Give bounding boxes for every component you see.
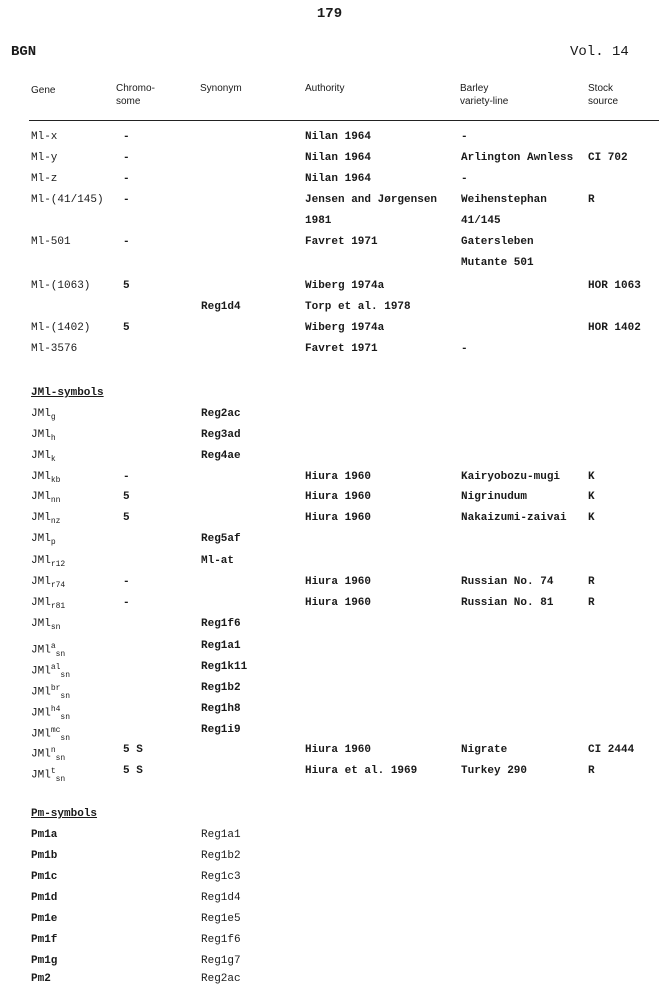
gene-subscript: r74 [50,581,66,591]
gene-cell: Pm1c [31,871,58,883]
authority-cell: Hiura 1960 [305,471,372,483]
chromosome-cell: - [123,471,130,483]
gene-subscript: nn [50,496,61,506]
authority-cell: Jensen and Jørgensen [305,194,438,206]
barley-line-cell: Nigrate [461,744,508,756]
header-barley-line: Barley variety-line [460,83,509,107]
stock-source-cell: K [588,471,595,483]
gene-base: JMl [31,555,51,567]
synonym-cell: Reg1c3 [201,871,241,883]
authority-cell: Torp et al. 1978 [305,301,411,313]
gene-cell [31,744,65,765]
gene-base: JMl [31,707,51,720]
gene-subscript: sn [60,733,71,743]
gene-subscript: sn [60,691,71,701]
gene-base: JMl [31,597,51,609]
synonym-cell: Reg1i9 [201,724,241,736]
gene-cell [31,576,65,592]
synonym-cell: Reg1h8 [201,703,241,715]
barley-line-cell: Arlington Awnless [461,152,574,164]
chromosome-cell: 5 [123,491,130,503]
gene-base: JMl [31,769,51,782]
authority-cell: Hiura 1960 [305,597,372,609]
synonym-cell: Reg1a1 [201,829,241,841]
gene-base: JMl [31,408,51,420]
gene-cell [31,640,65,661]
authority-cell: Nilan 1964 [305,152,372,164]
gene-superscript: t [50,767,56,776]
authority-cell: Hiura 1960 [305,744,372,756]
jml-section-title: JMl-symbols [31,387,104,399]
authority-cell: Hiura 1960 [305,576,372,588]
stock-source-cell: R [588,597,595,609]
synonym-cell: Reg3ad [201,429,241,441]
synonym-cell: Reg1e5 [201,913,241,925]
synonym-cell: Reg5af [201,533,241,545]
gene-cell [31,703,70,724]
header-rule [29,120,659,121]
gene-cell [31,533,56,549]
gene-cell: Ml-3576 [31,343,78,355]
barley-line-cell: Russian No. 74 [461,576,554,588]
gene-superscript: a [50,642,56,651]
gene-subscript: sn [60,712,71,722]
barley-line-cell: - [461,343,468,355]
gene-cell: Pm1d [31,892,58,904]
authority-cell: Wiberg 1974a [305,280,385,292]
gene-cell [31,408,56,424]
gene-base: JMl [31,512,51,524]
stock-source-cell: CI 702 [588,152,628,164]
stock-source-cell: HOR 1063 [588,280,641,292]
page-number: 179 [316,6,343,22]
gene-subscript: nz [50,517,61,527]
authority-cell: Wiberg 1974a [305,322,385,334]
gene-cell: Pm1g [31,955,58,967]
gene-subscript: r81 [50,602,66,612]
synonym-cell: Reg2ac [201,973,241,985]
gene-cell [31,471,60,487]
gene-cell [31,724,70,745]
chromosome-cell: - [123,194,130,206]
synonym-cell: Reg1d4 [201,892,241,904]
synonym-cell: Reg1b2 [201,682,241,694]
synonym-cell: Reg1b2 [201,850,241,862]
gene-base: JMl [31,450,51,462]
header-synonym: Synonym [200,83,242,94]
chromosome-cell: 5 [123,512,130,524]
journal-title: BGN [11,44,37,60]
gene-subscript: sn [55,649,66,659]
pm-section-title: Pm-symbols [31,808,98,820]
authority-cell: Favret 1971 [305,236,378,248]
barley-line-cell: Nigrinudum [461,491,528,503]
gene-cell [31,429,56,445]
gene-cell: Pm1a [31,829,58,841]
gene-cell: Ml-(1402) [31,322,91,334]
stock-source-cell: R [588,194,595,206]
gene-superscript: al [50,663,61,672]
header-stock-source: Stock source [588,83,619,107]
gene-base: JMl [31,728,51,741]
gene-cell [31,597,65,613]
gene-subscript: sn [50,623,61,633]
gene-cell [31,555,65,571]
synonym-cell: Reg1g7 [201,955,241,967]
gene-superscript: n [50,746,56,755]
chromosome-cell: - [123,173,130,185]
synonym-cell: Reg1f6 [201,934,241,946]
authority-cell: Hiura 1960 [305,491,372,503]
gene-cell: Pm2 [31,973,51,985]
gene-cell: Pm1f [31,934,58,946]
gene-cell [31,765,65,786]
synonym-cell: Reg1a1 [201,640,241,652]
authority-cell: Hiura et al. 1969 [305,765,418,777]
chromosome-cell: - [123,236,130,248]
gene-base: JMl [31,665,51,678]
gene-subscript: r12 [50,560,66,570]
chromosome-cell: 5 S [123,744,143,756]
authority-cell: Nilan 1964 [305,131,372,143]
gene-base: JMl [31,576,51,588]
barley-line-cell: Nakaizumi-zaivai [461,512,567,524]
barley-line-cell: 41/145 [461,215,501,227]
barley-line-cell: Gatersleben [461,236,534,248]
gene-subscript: p [50,538,56,548]
stock-source-cell: K [588,491,595,503]
barley-line-cell: Russian No. 81 [461,597,554,609]
gene-subscript: h [50,434,56,444]
gene-base: JMl [31,471,51,483]
gene-cell: Ml-(1063) [31,280,91,292]
chromosome-cell: 5 [123,280,130,292]
gene-cell: Ml-x [31,131,58,143]
gene-subscript: sn [55,753,66,763]
gene-superscript: br [50,684,61,693]
gene-cell [31,491,60,507]
gene-subscript: g [50,413,56,423]
gene-subscript: k [50,455,56,465]
authority-cell: Favret 1971 [305,343,378,355]
authority-cell: Nilan 1964 [305,173,372,185]
chromosome-cell: - [123,131,130,143]
stock-source-cell: K [588,512,595,524]
chromosome-cell: 5 [123,322,130,334]
gene-subscript: sn [60,670,71,680]
stock-source-cell: HOR 1402 [588,322,641,334]
gene-cell: Ml-y [31,152,58,164]
synonym-cell: Reg1k11 [201,661,248,673]
gene-cell [31,512,60,528]
gene-cell [31,682,70,703]
gene-cell: Pm1b [31,850,58,862]
header-authority: Authority [305,83,345,94]
gene-cell [31,661,70,682]
gene-cell: Ml-z [31,173,58,185]
header-chromosome: Chromo- some [116,83,155,107]
gene-subscript: sn [55,774,66,784]
stock-source-cell: CI 2444 [588,744,635,756]
chromosome-cell: 5 S [123,765,143,777]
synonym-cell: Ml-at [201,555,235,567]
gene-base: JMl [31,533,51,545]
stock-source-cell: R [588,765,595,777]
gene-cell [31,450,56,466]
gene-cell: Ml-(41/145) [31,194,104,206]
gene-cell: Pm1e [31,913,58,925]
barley-line-cell: - [461,173,468,185]
gene-cell [31,618,60,634]
gene-cell: Ml-501 [31,236,71,248]
gene-superscript: mc [50,726,61,735]
gene-base: JMl [31,618,51,630]
stock-source-cell: R [588,576,595,588]
authority-cell: 1981 [305,215,332,227]
gene-base: JMl [31,748,51,761]
barley-line-cell: Mutante 501 [461,257,534,269]
chromosome-cell: - [123,152,130,164]
volume-label: Vol. 14 [570,44,629,60]
synonym-cell: Reg2ac [201,408,241,420]
synonym-cell: Reg1f6 [201,618,241,630]
gene-base: JMl [31,644,51,657]
gene-base: JMl [31,491,51,503]
gene-superscript: h4 [50,705,61,714]
barley-line-cell: - [461,131,468,143]
gene-subscript: kb [50,476,61,486]
chromosome-cell: - [123,597,130,609]
gene-base: JMl [31,686,51,699]
synonym-cell: Reg4ae [201,450,241,462]
barley-line-cell: Kairyobozu-mugi [461,471,561,483]
chromosome-cell: - [123,576,130,588]
synonym-cell: Reg1d4 [201,301,241,313]
authority-cell: Hiura 1960 [305,512,372,524]
gene-base: JMl [31,429,51,441]
barley-line-cell: Turkey 290 [461,765,528,777]
barley-line-cell: Weihenstephan [461,194,547,206]
header-gene: Gene [31,85,56,96]
